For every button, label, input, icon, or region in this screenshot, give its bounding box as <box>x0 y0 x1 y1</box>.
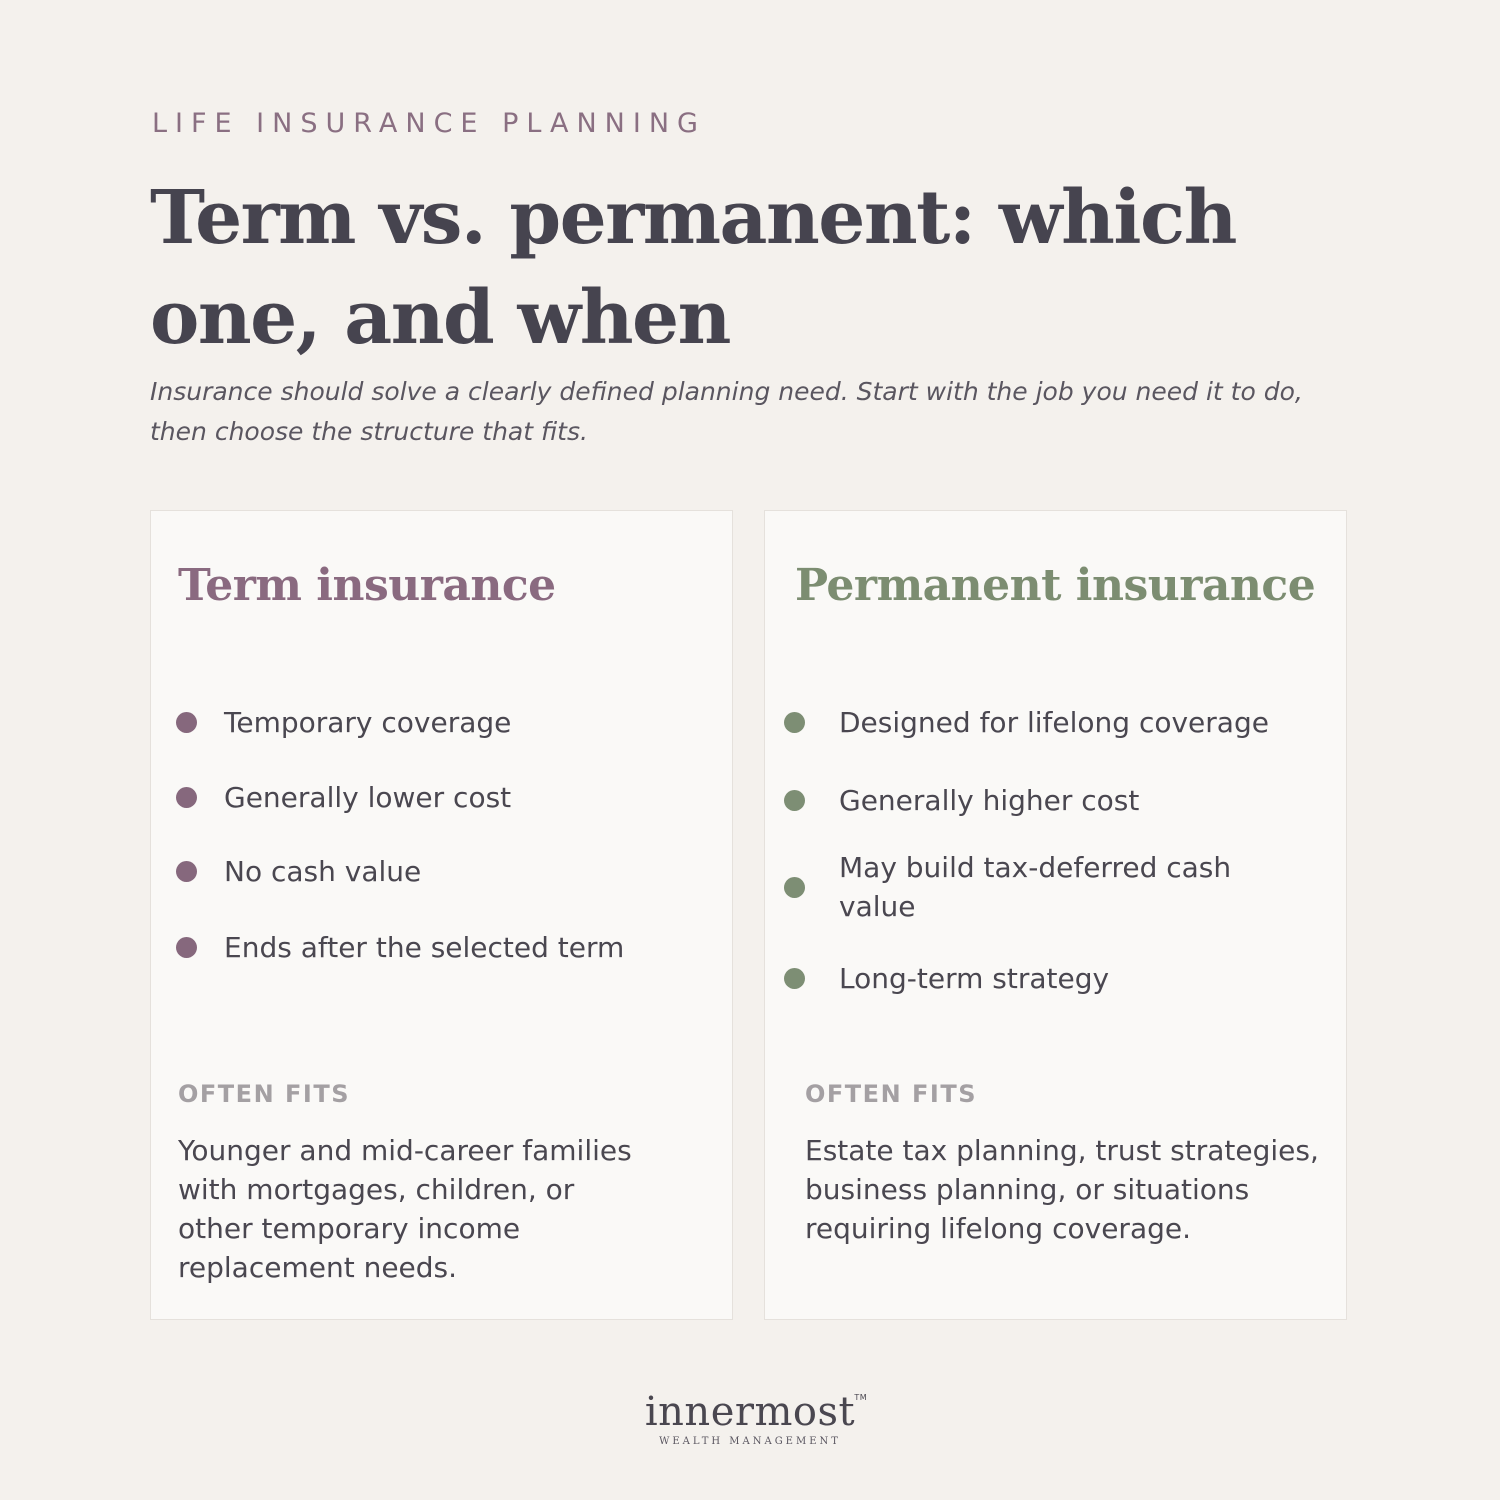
term-fits-text: Younger and mid-career families with mortgages, children, or other temporary income replacement needs. <box>178 1134 632 1284</box>
permanent-bullet-item <box>784 781 1324 820</box>
permanent-bullet-text: Generally higher cost <box>839 784 1140 817</box>
permanent-bullet-text: Long-term strategy <box>839 962 1110 995</box>
bullet-dot-icon <box>784 877 805 898</box>
term-bullet-text: Generally lower cost <box>224 781 512 814</box>
term-bullet-text: Temporary coverage <box>224 706 512 739</box>
bullet-dot-icon <box>176 712 197 733</box>
term-bullet-item <box>176 703 716 742</box>
term-bullet-item <box>176 928 716 967</box>
bullet-dot-icon <box>176 861 197 882</box>
page-subtitle: Insurance should solve a clearly defined planning need. Start with the job you need it to do, then choose the structure that fits. <box>150 377 1303 446</box>
bullet-dot-icon <box>176 787 197 808</box>
bullet-dot-icon <box>784 790 805 811</box>
term-bullet-item <box>176 778 716 817</box>
permanent-bullet-item <box>784 848 1244 926</box>
permanent-fits-label: OFTEN FITS <box>805 1080 977 1108</box>
bullet-dot-icon <box>176 937 197 958</box>
permanent-bullet-text: May build tax-deferred cash value <box>839 851 1232 923</box>
bullet-dot-icon <box>784 712 805 733</box>
eyebrow-label: LIFE INSURANCE PLANNING <box>152 108 706 139</box>
permanent-bullet-text: Designed for lifelong coverage <box>839 706 1269 739</box>
term-bullet-item <box>176 852 716 891</box>
logo-wordmark <box>644 1388 868 1436</box>
permanent-fits-text: Estate tax planning, trust strategies, business planning, or situations requiring lifelong coverage. <box>805 1134 1319 1245</box>
term-card-title: Term insurance <box>178 560 556 611</box>
logo-tagline: WEALTH MANAGEMENT <box>659 1436 841 1447</box>
permanent-bullet-item <box>784 959 1324 998</box>
page-title: Term vs. permanent: which one, and when <box>150 175 1236 361</box>
term-fits-label: OFTEN FITS <box>178 1080 350 1108</box>
term-bullet-text: Ends after the selected term <box>224 931 625 964</box>
permanent-card-title: Permanent insurance <box>795 560 1316 611</box>
term-bullet-text: No cash value <box>224 855 422 888</box>
permanent-bullet-item <box>784 703 1324 742</box>
logo-name: innermost <box>644 1389 856 1435</box>
bullet-dot-icon <box>784 968 805 989</box>
brand-logo <box>0 1388 1500 1447</box>
logo-trademark: TM <box>854 1393 868 1402</box>
